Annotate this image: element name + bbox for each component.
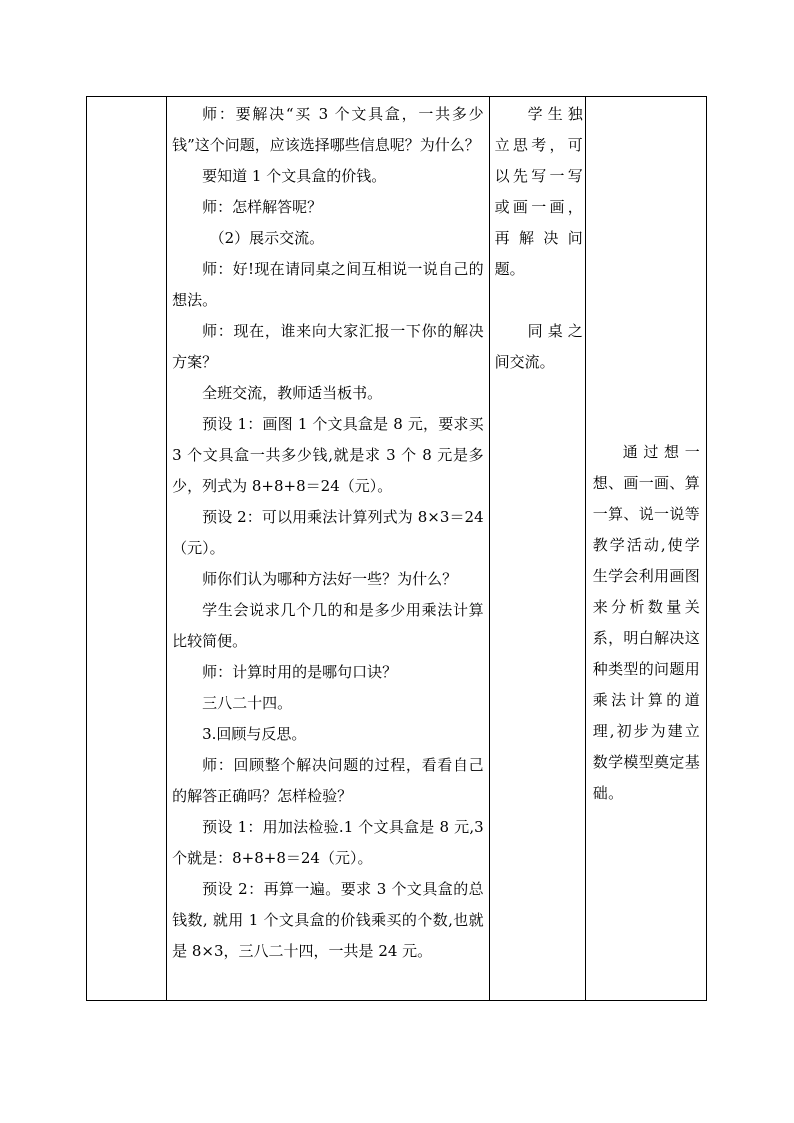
stage-cell xyxy=(87,97,167,1001)
paragraph: 师：现在，谁来向大家汇报一下你的解决方案？ xyxy=(172,322,484,371)
paragraph: 师：回顾整个解决问题的过程，看看自己的解答正确吗？怎样检验？ xyxy=(172,756,484,805)
student-activity-cell xyxy=(489,97,585,1001)
paragraph: 通过想一想、画一画、算一算、说一说等教学活动,使学生学会利用画图来分析数量关系，明白解决这种类型的问题用乘法计算的道理,初步为建立数学模型奠定基础。 xyxy=(592,443,700,802)
paragraph: 预设 1：画图 1 个文具盒是 8 元，要求买 3 个文具盒一共多少钱,就是求 3 个 8 元是多少，列式为 8+8+8＝24（元）。 xyxy=(172,415,484,495)
lesson-plan-table xyxy=(86,96,707,1001)
paragraph: （2）展示交流。 xyxy=(209,229,325,247)
paragraph: 预设 2：再算一遍。要求 3 个文具盒的总钱数, 就用 1 个文具盒的价钱乘买的个数,也就是 8×3，三八二十四，一共是 24 元。 xyxy=(172,880,484,960)
design-intent-cell xyxy=(585,97,706,1001)
paragraph: 预设 1：用加法检验.1 个文具盒是 8 元,3 个就是：8+8+8＝24（元）。 xyxy=(172,818,484,867)
paragraph: 师：计算时用的是哪句口诀？ xyxy=(202,663,398,681)
paragraph: 师：要解决“买 3 个文具盒，一共多少钱”这个问题，应该选择哪些信息呢？为什么？ xyxy=(172,105,484,154)
teacher-activity-cell xyxy=(167,97,490,1001)
paragraph: 师：怎样解答呢？ xyxy=(202,198,323,216)
paragraph: 师你们认为哪种方法好一些？为什么？ xyxy=(202,570,458,588)
paragraph: 预设 2：可以用乘法计算列式为 8×3＝24（元）。 xyxy=(172,508,484,557)
paragraph: 同桌之间交流。 xyxy=(494,322,583,371)
table-row xyxy=(87,97,707,1001)
paragraph: 师：好!现在请同桌之间互相说一说自己的想法。 xyxy=(172,260,484,309)
paragraph: 学生独立思考，可以先写一写或画一画，再解决问题。 xyxy=(494,105,583,278)
paragraph: 3.回顾与反思。 xyxy=(202,725,307,743)
paragraph: 全班交流，教师适当板书。 xyxy=(202,384,383,402)
paragraph: 学生会说求几个几的和是多少用乘法计算比较简便。 xyxy=(172,601,484,650)
paragraph: 要知道 1 个文具盒的价钱。 xyxy=(202,167,387,185)
paragraph: 三八二十四。 xyxy=(202,694,293,712)
